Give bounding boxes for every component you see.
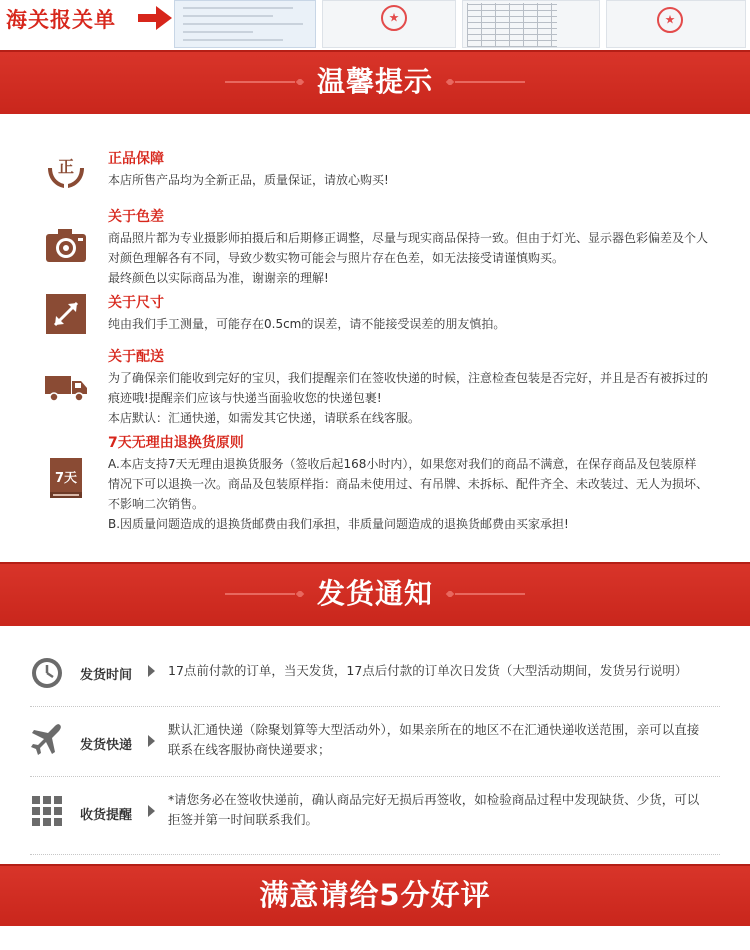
clock-icon bbox=[30, 656, 64, 690]
bottom-spacer bbox=[0, 926, 750, 950]
divider bbox=[30, 776, 720, 777]
tip-body: A.本店支持7天无理由退换货服务（签收后起168小时内），如果您对我们的商品不满意，在保存商品及包装原样 情况下可以退换一次。商品及包装原样指：商品未使用过、有吊牌、未拆标、配件齐全、未改装过、无人为损坏、 不影响二次销售。 B.因质量问题造成的退换货邮费由我们承担，非质量问题造成的退换货邮费由买家承担! bbox=[108, 457, 709, 531]
review-banner bbox=[0, 864, 750, 926]
triangle-right-icon bbox=[148, 735, 155, 747]
tip-body: 商品照片都为专业摄影师拍摄后和后期修正调整，尽量与现实商品保持一致。但由于灯光、显示器色彩偏差及个人 对颜色理解各有不同，导致少数实物可能会与照片存在色差，如无法接受请谨慎购买。 最终颜色以实际商品为准，谢谢亲的理解! bbox=[108, 231, 709, 285]
red-seal-icon bbox=[657, 7, 683, 33]
banner-ornament-right bbox=[445, 591, 525, 597]
triangle-right-icon bbox=[148, 665, 155, 677]
review-title: 满意请给5分好评 bbox=[259, 878, 491, 912]
tip-body: 纯由我们手工测量，可能存在0.5cm的误差，请不能接受误差的朋友慎拍。 bbox=[108, 317, 506, 331]
genuine-hands-icon bbox=[44, 148, 88, 192]
svg-text:正: 正 bbox=[57, 157, 75, 176]
receiving-reminder-text: *请您务必在签收快递前，确认商品完好无损后再签收，如检验商品过程中发现缺货、少货，可以 拒签并第一时间联系我们。 bbox=[168, 792, 700, 827]
shipping-courier-text: 默认汇通快递（除聚划算等大型活动外），如果亲所在的地区不在汇通快递收送范围，亲可以直接 联系在线客服协商快递要求； bbox=[168, 722, 700, 757]
divider bbox=[30, 854, 720, 855]
shipping-time-text: 17点前付款的订单，当天发货，17点后付款的订单次日发货（大型活动期间，发货另行说明） bbox=[168, 663, 688, 678]
seven-day-calendar-icon bbox=[44, 456, 88, 500]
tips-banner bbox=[0, 50, 750, 114]
shipping-courier-label: 发货快递 bbox=[80, 738, 133, 753]
airplane-icon bbox=[30, 722, 64, 756]
tip-title: 7天无理由退换货原则 bbox=[108, 435, 244, 451]
triangle-right-icon bbox=[148, 805, 155, 817]
tip-title: 关于尺寸 bbox=[108, 295, 164, 311]
shipping-time-label: 发货时间 bbox=[80, 668, 133, 683]
table-document-thumbnail bbox=[462, 0, 600, 48]
stamped-document-thumbnail bbox=[322, 0, 456, 48]
shipping-banner bbox=[0, 562, 750, 626]
tip-title: 关于色差 bbox=[108, 209, 164, 225]
stamped-document-thumbnail-2 bbox=[606, 0, 746, 48]
grid-icon bbox=[30, 794, 64, 828]
tip-title: 正品保障 bbox=[108, 151, 164, 167]
red-seal-icon bbox=[381, 5, 407, 31]
delivery-truck-icon bbox=[44, 364, 88, 408]
shipping-title: 发货通知 bbox=[316, 577, 433, 610]
divider bbox=[30, 706, 720, 707]
customs-docs-strip bbox=[0, 0, 750, 50]
shipping-section bbox=[0, 626, 750, 864]
svg-text:7天: 7天 bbox=[54, 471, 78, 486]
size-arrow-icon bbox=[44, 292, 88, 336]
customs-form-thumbnail bbox=[174, 0, 316, 48]
tip-body: 为了确保亲们能收到完好的宝贝，我们提醒亲们在签收快递的时候，注意检查包装是否完好，并且是否有被拆过的 痕迹哦!提醒亲们应该与快递当面验收您的快递包裹! 本店默认：汇通快递，如需发其它快递，请联系在线客服。 bbox=[108, 371, 709, 425]
tips-section bbox=[0, 114, 750, 562]
banner-ornament-right bbox=[445, 79, 525, 85]
right-arrow-icon bbox=[138, 6, 172, 30]
tip-body: 本店所售产品均为全新正品，质量保证，请放心购买! bbox=[108, 173, 389, 187]
tip-title: 关于配送 bbox=[108, 349, 164, 365]
tips-title: 温馨提示 bbox=[316, 65, 433, 98]
camera-icon bbox=[44, 224, 88, 268]
receiving-reminder-label: 收货提醒 bbox=[80, 808, 133, 823]
customs-declaration-label: 海关报关单 bbox=[6, 8, 116, 32]
